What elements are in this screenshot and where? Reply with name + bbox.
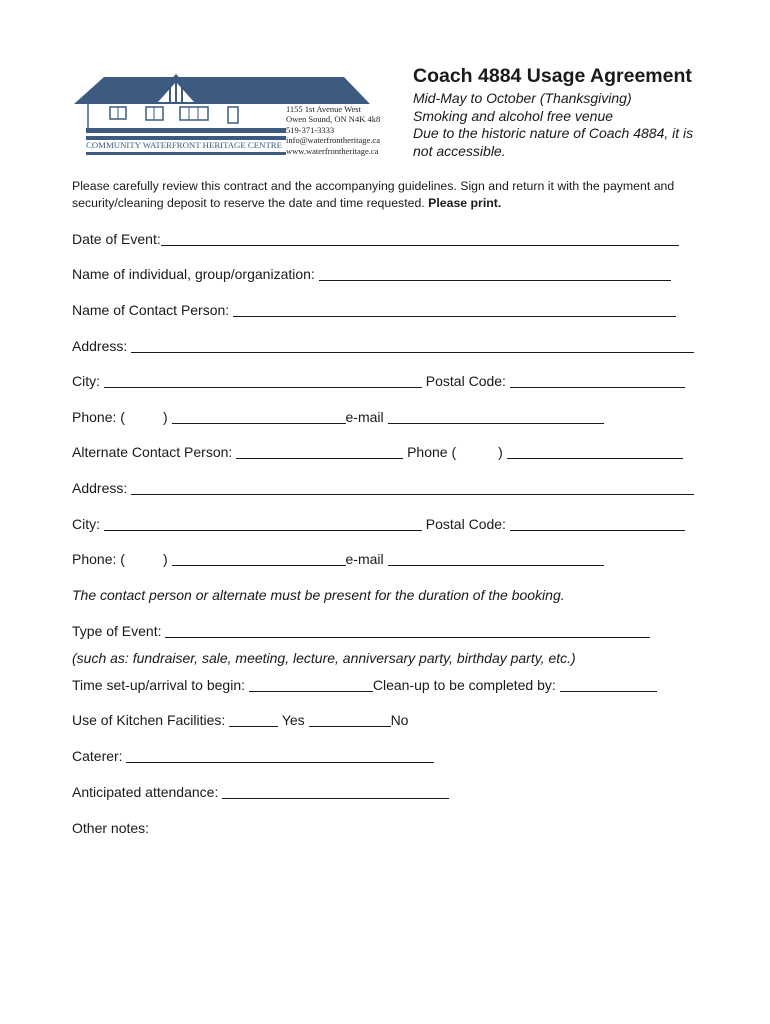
address-line: www.waterfrontheritage.ca <box>286 145 379 156</box>
city-blank[interactable] <box>104 374 422 388</box>
alt-postal-blank[interactable] <box>510 517 685 531</box>
email-label: e-mail <box>345 409 384 425</box>
alt-email-blank[interactable] <box>388 552 604 566</box>
alt-phone-blank[interactable] <box>507 445 683 459</box>
address-line: Owen Sound, ON N4K 4k8 <box>286 114 381 125</box>
venue-rules-line: Smoking and alcohol free venue <box>413 107 614 124</box>
attendance-label: Anticipated attendance: <box>72 784 219 800</box>
cleanup-blank[interactable] <box>560 678 657 692</box>
intro-bold: Please print. <box>428 196 502 210</box>
kitchen-yes-blank[interactable] <box>229 713 278 727</box>
alt-address-row <box>72 480 694 497</box>
header-subtitle <box>413 90 713 160</box>
name-label: Name of individual, group/organization: <box>72 266 315 282</box>
alt-phone2-label: Phone: ( <box>72 551 125 567</box>
contact-label: Name of Contact Person: <box>72 302 230 318</box>
name-blank[interactable] <box>319 267 671 281</box>
address-line: info@waterfrontheritage.ca <box>286 135 380 146</box>
setup-label: Time set-up/arrival to begin: <box>72 677 245 693</box>
event-type-label: Type of Event: <box>72 623 162 639</box>
other-notes-label: Other notes: <box>72 820 150 836</box>
postal-blank[interactable] <box>510 374 685 388</box>
alt-phone2-paren: ) <box>162 551 168 567</box>
phone-paren: ) <box>162 409 168 425</box>
phone-label: Phone: ( <box>72 409 125 425</box>
alt-address-label: Address: <box>72 480 128 496</box>
kitchen-row <box>72 712 408 729</box>
kitchen-label: Use of Kitchen Facilities: <box>72 712 226 728</box>
event-type-row <box>72 623 650 640</box>
intro-text: Please carefully review this contract and the accompanying guidelines. Sign and return it with the payment and security/cleaning deposit to reserve the date and time requested. <box>72 179 675 210</box>
phone-blank[interactable] <box>172 410 346 424</box>
attendance-blank[interactable] <box>222 785 449 799</box>
alt-email-label: e-mail <box>345 551 384 567</box>
kitchen-yes-label: Yes <box>281 712 305 728</box>
contact-row <box>72 302 676 319</box>
alt-phone2-blank[interactable] <box>172 552 346 566</box>
alt-phone-paren: ) <box>498 444 503 460</box>
date-blank[interactable] <box>161 232 679 246</box>
event-type-examples: (such as: fundraiser, sale, meeting, lecture, anniversary party, birthday party, etc.) <box>72 650 576 666</box>
times-row <box>72 677 657 694</box>
date-label: Date of Event: <box>72 231 161 247</box>
event-type-blank[interactable] <box>165 624 650 638</box>
alt-postal-label: Postal Code: <box>425 516 506 532</box>
alt-address-blank[interactable] <box>131 481 694 495</box>
accessibility-line: Due to the historic nature of Coach 4884, it is not accessible. <box>413 125 694 159</box>
address-blank[interactable] <box>131 339 694 353</box>
kitchen-no-blank[interactable] <box>309 713 391 727</box>
alt-contact-label: Alternate Contact Person: <box>72 444 233 460</box>
alt-phone-label: Phone ( <box>407 444 457 460</box>
email-blank[interactable] <box>388 410 604 424</box>
name-row <box>72 266 671 283</box>
address-row <box>72 338 694 355</box>
document-title: Coach 4884 Usage Agreement <box>413 65 692 87</box>
address-block <box>286 104 380 156</box>
intro-paragraph <box>72 178 692 212</box>
caterer-row <box>72 748 434 765</box>
caterer-blank[interactable] <box>126 749 434 763</box>
alt-city-row <box>72 516 685 533</box>
alt-city-blank[interactable] <box>104 517 422 531</box>
alt-contact-row <box>72 444 683 461</box>
date-row <box>72 231 679 248</box>
alt-city-label: City: <box>72 516 100 532</box>
contact-blank[interactable] <box>233 303 676 317</box>
address-label: Address: <box>72 338 128 354</box>
address-line: 519-371-3333 <box>286 124 335 135</box>
cleanup-label: Clean-up to be completed by: <box>372 677 556 693</box>
alt-phone-email-row <box>72 551 604 568</box>
caterer-label: Caterer: <box>72 748 123 764</box>
address-line: 1155 1st Avenue West <box>286 104 361 114</box>
setup-blank[interactable] <box>249 678 373 692</box>
kitchen-no-label: No <box>390 712 409 728</box>
presence-note: The contact person or alternate must be present for the duration of the booking. <box>72 587 565 603</box>
alt-contact-blank[interactable] <box>236 445 403 459</box>
city-row <box>72 373 685 390</box>
attendance-row <box>72 784 449 801</box>
phone-row <box>72 409 604 426</box>
logo-org-name: COMMUNITY WATERFRONT HERITAGE CENTRE <box>86 141 282 150</box>
season-line: Mid-May to October (Thanksgiving) <box>413 90 632 106</box>
postal-label: Postal Code: <box>425 373 506 389</box>
city-label: City: <box>72 373 100 389</box>
